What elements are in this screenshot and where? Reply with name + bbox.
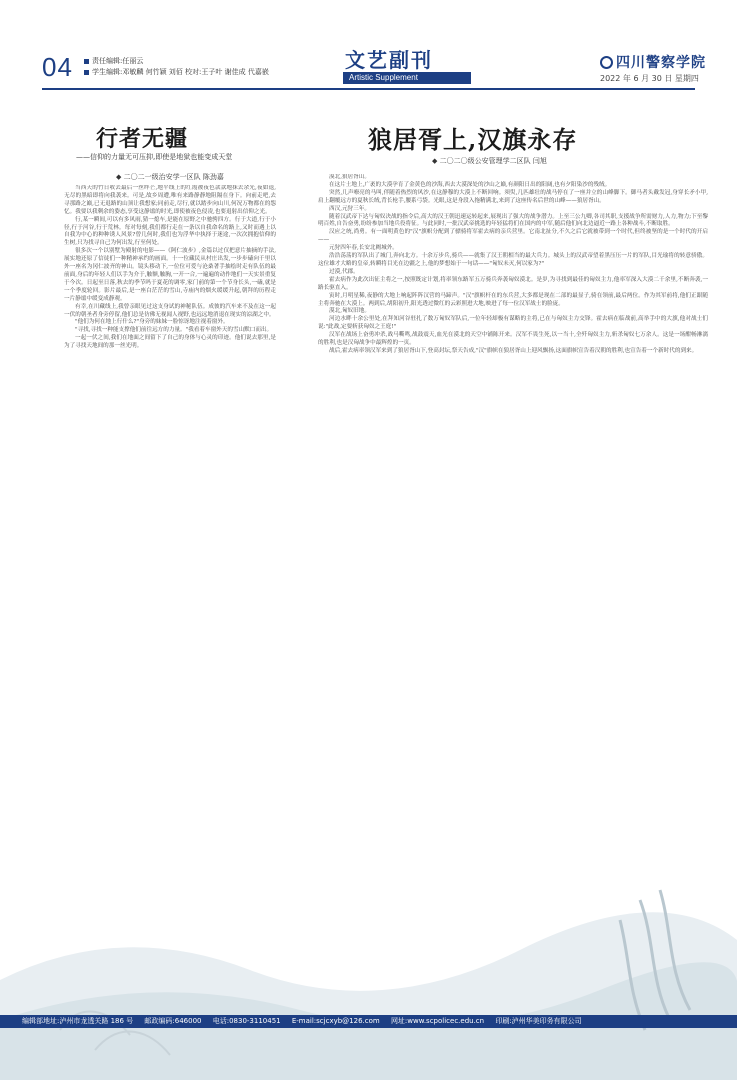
paragraph: 随着汉武帝下达与匈奴决战的指令后,高大的汉王朝迅速运转起来,展现出了强大的战争潜力。上至三公九卿,各司其职,支援战争所需财力,人力,物力;下至黎明百姓,自告奋勇,纷纷参加当地兵役将征。与此同时,一批汉武帝挑选的年轻猛将们在国内的中军,随后他们向北边逼近一路上各种战斗,不断取胜。: [318, 213, 708, 228]
paragraph: 行,某一瞬间,可以有多风雨,猜一熄车,是能在原野之中驰骋四方。行于大道,行于小径,行于河谷,行于荒林。每对每刻,我们都行走在一条以自我命名的路上,又时而遇上以自我为中心的种种诱人风景?曾几何时,我们也为浮华中执择于迷途,一次次拥抱信仰的生树,只为找寻自己为何出发,行至何处。: [64, 216, 276, 247]
left-article-body: [64, 185, 276, 855]
paragraph: 很多次一个以别墅为殿射的电影——《阿仁波步》,金篇以过仅把意片抽摘的手法,展实地还原了信徒们一种精神承约的画面。十一位藏民从村庄出发,一步步磕向千里以外一座名为冈仁波齐的神山。镜头移动下,一位位可爱与沧桑著手抽绘时走有队伍的最前面,身后的年轻人们以手为介于,触额,触胸,一开一合,一遍遍的动作地们一天实景重复于今次。日起至日落,秋去的季节吗于夏花的调零,家门前的第一个节身长头,一磕,就是一个季度轮回。影片最后,是一座白茫茫的雪山,寺庙内的烟火缓缓升起,朝拜的历程走一片静谧中缓变成静观。: [64, 248, 276, 302]
date-text: 2022 年 6 月 30 日: [600, 74, 673, 83]
header-rule: [42, 88, 695, 90]
right-author-text: 二〇二〇级公安管理学二区队 闫旭: [439, 157, 547, 165]
paragraph: 漠北,狼居胥山。: [329, 174, 370, 180]
paragraph: 寅时,月明星稀,夜静的大地上响起阵阵汉营的马蹄声。"汉"旗帜杆在的东兵营,大多都是现在二部的最显子,骑在领前,最后两位。作为其军前将,他们正跟随主将奔驰在大漠上。两到后,胡阳初升,阳光透过微红的云彩照进大地,映进了每一位汉军战士的脸庞。: [318, 292, 708, 307]
editor-line: [84, 56, 269, 67]
square-bullet-icon: [84, 70, 89, 75]
paragraph: 漠北,匈奴旧地。: [329, 308, 370, 315]
section-subtitle: Artistic Supplement: [343, 72, 471, 84]
left-article-author: [116, 172, 224, 182]
paragraph: 突然,几声嘹亮的马叫,伴随着热烈的风沙,在这静穆的大漠上不断回响。须臾,几匹雄壮的战马停在了一座并立的山峰脚下。御马者头戴发冠,身穿长矛小甲,肩上翻覆远方的夏秋长绒,背长枪手,腰系弓袋。光眼,这是身段入拖精满北,来到了这座传名后世的山峰——狼居胥山。: [318, 189, 708, 204]
paragraph: 当西天的竹日收去最后一丝绊芒,地平线上的红霞被夜色款款地抹去余光,夜如退,无尽的黑暗即将向我袭来。可是,故乡周遭,唯有来路静静地阻隔在身下。向前走吧,去寻那路之巅,已无退路的山顶让我想家;同前走,尽行,就以踏步向山川,何况万物都在的怨忆。我要以我剩余的姿态,享受这静谧的时光,即使被夜色侵凌,也要退射出信仰之光。: [64, 185, 276, 215]
section-title: 文艺副刊: [345, 48, 433, 72]
logo-text: 四川警察学院: [616, 55, 706, 71]
paragraph: 霍去病作为此次出征主将之一,按照既定计划,将率领东路军五万骑兵奔袭匈奴漠北。是岁,为寻找到最佳的匈奴主力,他率军深入大漠二千余里,不断奔袭,一路长驱直入。: [318, 276, 708, 291]
paragraph: 一起一伏之间,我们在地面之间留下了自己的身体与心灵的印迹。他们说去那里,是为了寻找天地间的那一丝光明。: [64, 335, 276, 350]
footer-printer: 印刷:泸州华美印务有限公司: [495, 1017, 582, 1025]
paragraph: 浩浩荡荡的军队出了城门,奔向北方。十余万步兵,骑兵——就集了汉王朝相当的最大兵力。城头上的汉武帝望着黑压压一片的军队,目光瑜将的转意骄傲。这位雄才大略的皇帝,转瞬将目光在边疆之上,他的梦想始于一句话——"匈奴未灭,何以家为?": [318, 253, 708, 267]
proofreader: 校对:王子叶 谢佳成 代嘉嵌: [185, 68, 269, 76]
footer-website: 网址:www.scpolicec.edu.cn: [390, 1017, 485, 1025]
school-logo: [600, 52, 706, 72]
left-author-text: 二〇二一级治安学一区队 陈劲嘉: [123, 173, 224, 181]
responsible-editor: 责任编辑:任丽云: [92, 57, 144, 65]
paragraph: 汉军在战场上奋勇冲杀,战马嘶鸣,战鼓震天,血光在漠北的天空中铺陈开来。汉军不畏生死,以一当十,全歼匈奴主力,斩杀匈奴七万余人。这是一场酣畅淋漓的胜利,也是汉匈战争中最辉煌的一页。: [318, 332, 708, 347]
paragraph: 西汉,元狩三年。: [329, 205, 370, 212]
footer-phone: 电话:0830-3110451: [212, 1017, 281, 1025]
paragraph: 有幸,在川藏线上,我曾亲眼见过这支身试的神秘队伍。成彼的汽车来不及在这一起一伏的朝圣者身旁停留,他们总是彷佛无视闻人视野,也远远地消退在现实的凉湖之中。: [64, 303, 276, 318]
paragraph: 过漠,代郡。: [329, 268, 359, 275]
diamond-bullet-icon: ◆: [432, 157, 440, 165]
weekday-text: 星期四: [674, 74, 699, 83]
right-article-body: [318, 174, 708, 860]
footer-postcode: 邮政编码:646000: [144, 1017, 202, 1025]
paragraph: 元狩四年春,长安北阙城外。: [329, 245, 398, 252]
police-emblem-icon: [600, 56, 613, 69]
student-editors: 学生编辑:邓敏麟 何竹颖 刘佰: [92, 68, 183, 76]
paragraph: 战后,霍去病率领汉军来到了狼居胥山下,登高封坛,祭天告成,"汉"旗帜在狼居胥山上迎风飘扬,这面旗帜宣告着汉朝的胜利,也宣告着一个新时代的到来。: [329, 347, 698, 354]
paragraph: 在这片土地上,广袤的大漠孕育了金黄色的沙海,西去大漠深处的沙山之巅,有颜阳日出的阳阔,也有夕阳染沙的残绒。: [329, 181, 611, 188]
right-article-title: 狼居胥上,汉旗永存: [368, 125, 578, 154]
footer-address: 编辑部地址:泸州市龙透关路 186 号: [22, 1017, 134, 1025]
footer-bar: [0, 1015, 737, 1028]
square-bullet-icon: [84, 59, 89, 64]
footer-email: E-mail:scjcxyb@126.com: [291, 1017, 380, 1025]
editors-block: [84, 56, 269, 78]
right-article-author: [432, 156, 547, 166]
paragraph: "寻找,寻找一种能支撑他们前往远方的力量。"我看着车窗外天的雪山默口而出。: [75, 327, 273, 334]
issue-date: [600, 73, 699, 84]
paragraph: "他们为何在地上行什么?"身旁的妹妹一脸惊讶地注视着窗外。: [75, 319, 229, 326]
student-editor-line: [84, 67, 269, 78]
landscape-illustration: [0, 860, 737, 1080]
page-number: 04: [42, 52, 73, 82]
left-article-title: 行者无疆: [96, 126, 189, 152]
diamond-bullet-icon: ◆: [116, 173, 124, 181]
paragraph: 汉应之统,尚勇。有一面明黄色的"汉"旗帜分配到了骠骑将军霍去病的亲兵营里。它南北扯分,不久之后它就被带到一个时代,但终被坚的是一个时代的开启——: [318, 229, 708, 244]
left-article-subtitle: ——信仰的力量无可压抑,即使是地狱也能变成天堂: [76, 153, 233, 161]
paragraph: 河边水畔十余公里处,在拜知河谷驻扎了数万匈奴军队后,一位年轻却极有谋略的主将,已在与匈奴主力交锋。霍去病在临战前,高举手中的大旗,他对战士们说:"此战,定要斩获匈奴之王庭!": [318, 316, 708, 331]
